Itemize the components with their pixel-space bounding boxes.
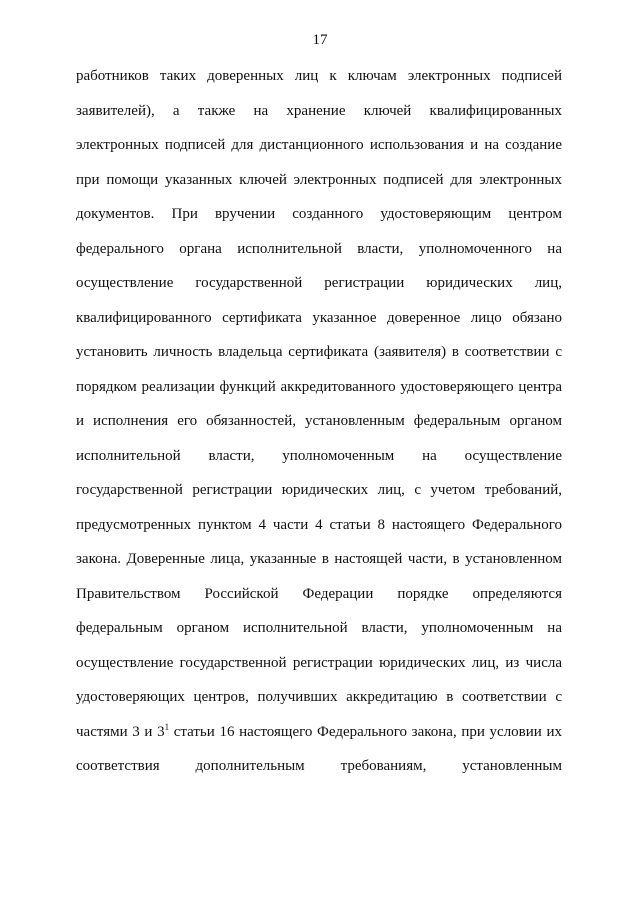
text-line: Правительством Российской Федерации порядке определяются: [76, 585, 562, 602]
text-line: работников таких доверенных лиц к ключам электронных подписей: [76, 68, 562, 84]
text-line: соответствия дополнительным требованиям, установленным: [76, 758, 562, 774]
text-line: установить личность владельца сертификата (заявителя) в соответствии с: [76, 344, 562, 360]
text-line-with-superscript: [76, 722, 562, 757]
text-line: электронных подписей для дистанционного использования и на создание: [76, 137, 562, 153]
text-fragment: частями 3 и 3: [76, 723, 165, 740]
text-line: осуществление государственной регистрации юридических лиц, из числа: [76, 654, 562, 671]
text-line: федерального органа исполнительной власти, уполномоченного на: [76, 240, 562, 257]
text-line: предусмотренных пунктом 4 части 4 статьи 8 настоящего Федерального: [76, 516, 562, 533]
text-line: документов. При вручении созданного удостоверяющим центром: [76, 206, 562, 222]
text-line: порядком реализации функций аккредитованного удостоверяющего центра: [76, 378, 562, 395]
text-line: федеральным органом исполнительной власти, уполномоченным на: [76, 620, 562, 636]
text-line: осуществление государственной регистрации юридических лиц,: [76, 275, 562, 291]
superscript: 1: [164, 721, 170, 732]
text-fragment: статьи 16 настоящего Федерального закона, при условии их: [169, 723, 562, 740]
text-line: удостоверяющих центров, получивших аккредитацию в соответствии с: [76, 689, 562, 705]
page-number: 17: [312, 32, 328, 48]
text-line: квалифицированного сертификата указанное доверенное лицо обязано: [76, 309, 562, 326]
text-line: при помощи указанных ключей электронных подписей для электронных: [76, 171, 562, 188]
text-line: закона. Доверенные лица, указанные в настоящей части, в установленном: [76, 551, 562, 567]
text-line: заявителей), а также на хранение ключей квалифицированных: [76, 102, 562, 119]
text-line: исполнительной власти, уполномоченным на осуществление: [76, 447, 562, 464]
text-line: и исполнения его обязанностей, установленным федеральным органом: [76, 413, 562, 429]
body-text: [76, 66, 562, 791]
text-line: государственной регистрации юридических лиц, с учетом требований,: [76, 482, 562, 498]
